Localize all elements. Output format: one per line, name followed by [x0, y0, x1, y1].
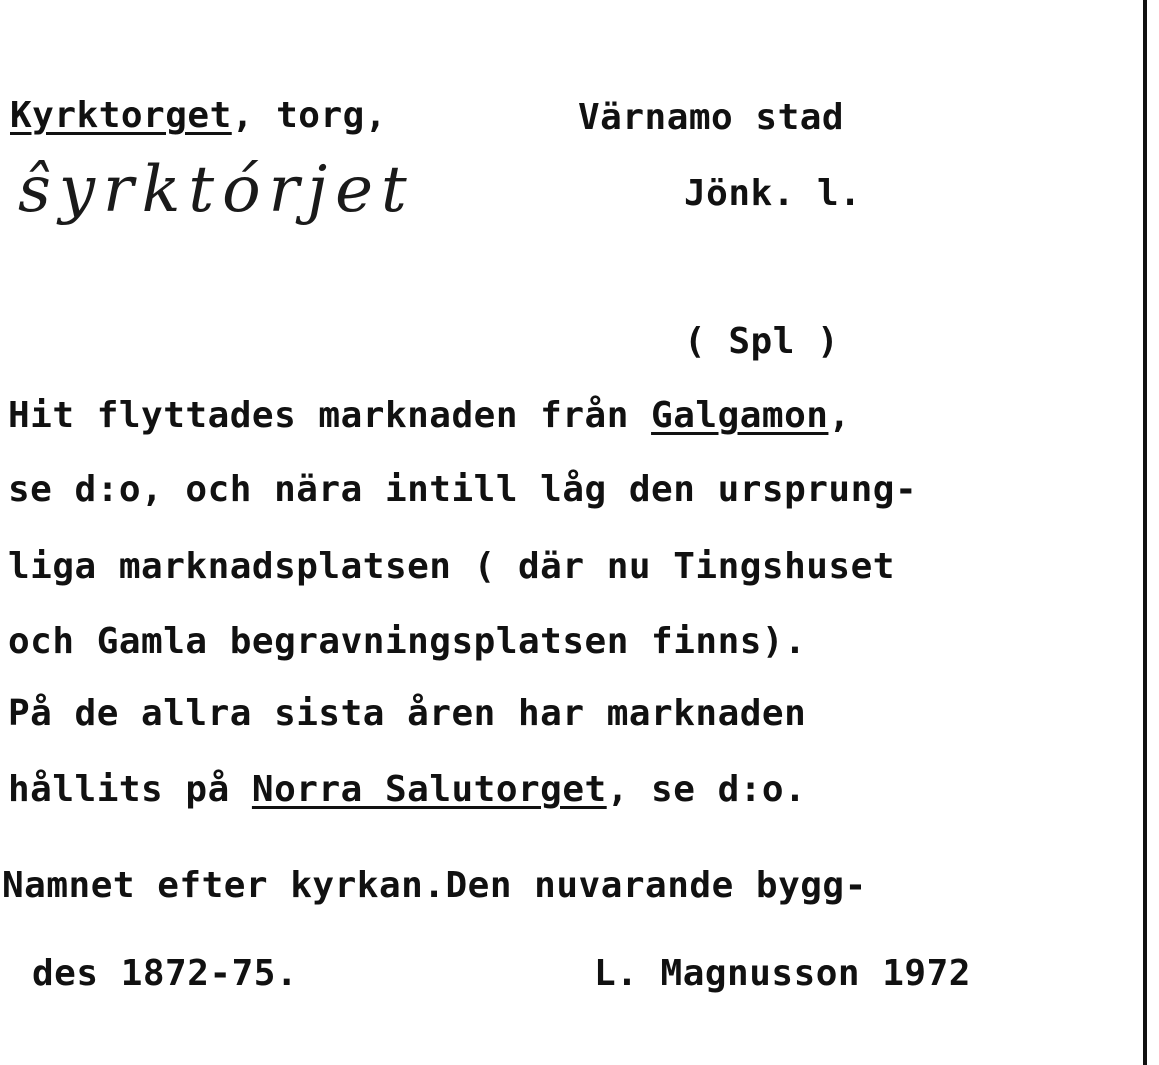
card-edge-line — [1143, 0, 1147, 1065]
body-line-4: och Gamla begravningsplatsen finns). — [8, 621, 807, 662]
place-name: Kyrktorget — [10, 95, 232, 136]
place-type: , torg, — [231, 95, 387, 136]
county: Jönk. l. — [684, 173, 862, 214]
body-line-1 — [8, 396, 851, 436]
signature: L. Magnusson 1972 — [594, 953, 971, 994]
handwritten-pronunciation: ŝyrktórjet — [18, 153, 415, 227]
cross-ref-norra-salutorget: Norra Salutorget — [251, 769, 607, 810]
body-line-8: des 1872-75. — [32, 953, 299, 994]
body-line-6-text: hållits på — [8, 769, 252, 810]
body-line-5: På de allra sista åren har marknaden — [8, 693, 807, 734]
cross-ref-galgamon: Galgamon — [651, 395, 829, 436]
body-line-1-suffix: , — [828, 395, 851, 436]
body-line-6 — [8, 770, 806, 810]
body-line-6-suffix: , se d:o. — [606, 769, 807, 810]
body-line-2: se d:o, och nära intill låg den ursprung- — [8, 469, 918, 510]
body-line-3: liga marknadsplatsen ( där nu Tingshuset — [8, 546, 895, 587]
municipality: Värnamo stad — [578, 97, 845, 138]
header-place-line — [10, 96, 387, 136]
body-line-7: Namnet efter kyrkan.Den nuvarande bygg- — [2, 865, 867, 906]
body-line-1-text: Hit flyttades marknaden från — [8, 395, 652, 436]
category-code: ( Spl ) — [684, 321, 840, 362]
